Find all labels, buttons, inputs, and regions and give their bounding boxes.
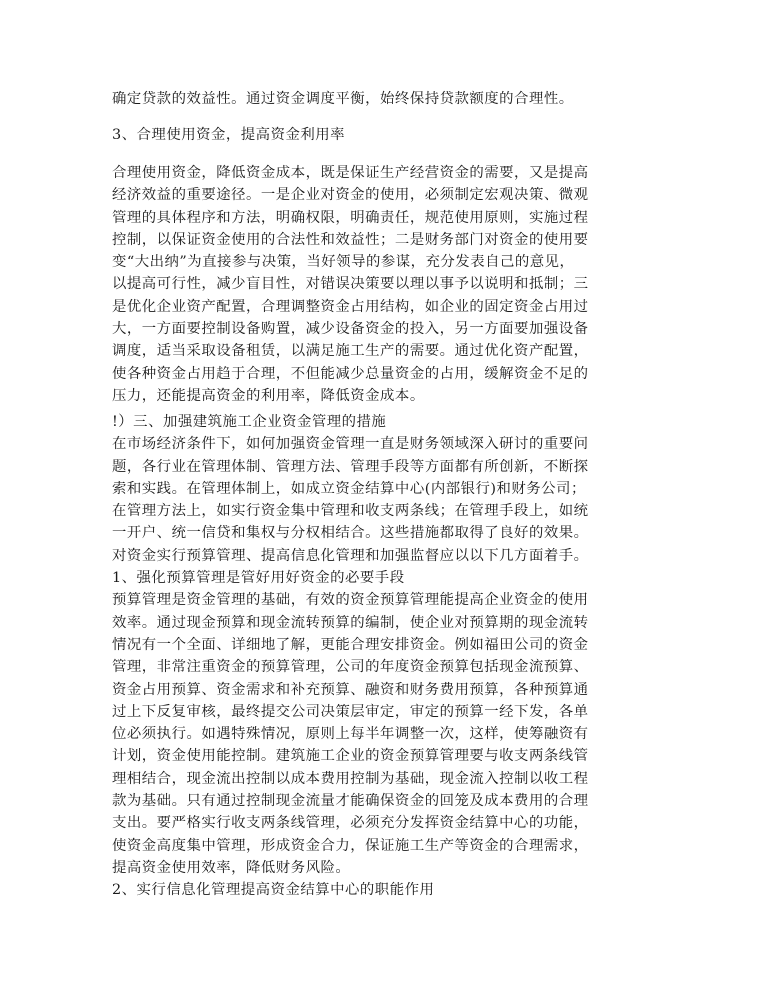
text-line: 提高资金使用效率，降低财务风险。 — [112, 859, 351, 876]
section-measures — [112, 411, 598, 902]
text-line: 管理的具体程序和方法，明确权限，明确责任，规范使用原则，实施过程 — [112, 209, 589, 226]
intro-line: 确定贷款的效益性。通过资金调度平衡，始终保持贷款额度的合理性。 — [112, 91, 574, 107]
text-line: 调度，适当采取设备租赁，以满足施工生产的需要。通过优化资产配置， — [112, 343, 589, 360]
text-line: 计划，资金使用能控制。建筑施工企业的资金预算管理要与收支两条线管 — [112, 748, 589, 765]
text-line: 合理使用资金，降低资金成本，既是保证生产经营资金的需要，又是提高 — [112, 165, 589, 181]
text-line: 索和实践。在管理体制上，如成立资金结算中心(内部银行)和财务公司； — [112, 480, 586, 497]
text-line: 使资金高度集中管理，形成资金合力，保证施工生产等资金的合理需求， — [112, 837, 589, 854]
text-line: 变“大出纳”为直接参与决策，当好领导的参谋，充分发表自己的意见， — [112, 254, 575, 271]
text-line: 使各种资金占用趋于合理，不但能减少总量资金的占用，缓解资金不足的 — [112, 365, 589, 382]
subheading-1: 1、强化预算管理是管好用好资金的必要手段 — [112, 570, 405, 587]
text-line: 题，各行业在管理体制、管理方法、管理手段等方面都有所创新，不断探 — [112, 458, 589, 475]
intro-paragraph — [112, 88, 598, 110]
heading-3: 3、合理使用资金，提高资金利用率 — [112, 127, 346, 143]
text-line: 在管理方法上，如实行资金集中管理和收支两条线；在管理手段上，如统 — [112, 503, 589, 520]
text-line: 情况有一个全面、详细地了解，更能合理安排资金。例如福田公司的资金 — [112, 636, 589, 653]
text-line: 对资金实行预算管理、提高信息化管理和加强监督应以以下几方面着手。 — [112, 547, 589, 564]
text-line: 理相结合，现金流出控制以成本费用控制为基础，现金流入控制以收工程 — [112, 770, 589, 787]
section-heading: !）三、加强建筑施工企业资金管理的措施 — [112, 414, 387, 430]
text-line: 以提高可行性，减少盲目性，对错误决策要以理以事予以说明和抵制；三 — [112, 276, 589, 293]
text-line: 管理，非常注重资金的预算管理，公司的年度资金预算包括现金流预算、 — [112, 659, 589, 676]
text-line: 控制，以保证资金使用的合法性和效益性；二是财务部门对资金的使用要 — [112, 231, 589, 248]
subheading-2: 2、实行信息化管理提高资金结算中心的职能作用 — [112, 882, 435, 899]
text-line: 过上下反复审核，最终提交公司决策层审定，审定的预算一经下发，各单 — [112, 703, 589, 720]
text-line: 位必须执行。如遇特殊情况，原则上每半年调整一次，这样，使筹融资有 — [112, 726, 589, 743]
text-line: 压力，还能提高资金的利用率，降低资金成本。 — [112, 387, 425, 404]
text-line: 款为基础。只有通过控制现金流量才能确保资金的回笼及成本费用的合理 — [112, 793, 589, 810]
text-line: 预算管理是资金管理的基础，有效的资金预算管理能提高企业资金的使用 — [112, 592, 589, 609]
text-line: 支出。要严格实行收支两条线管理，必须充分发挥资金结算中心的功能， — [112, 815, 589, 832]
text-line: 在市场经济条件下，如何加强资金管理一直是财务领域深入研讨的重要问 — [112, 436, 589, 453]
text-line: 一开户、统一信贷和集权与分权相结合。这些措施都取得了良好的效果。 — [112, 525, 589, 542]
text-line: 是优化企业资产配置，合理调整资金占用结构，如企业的固定资金占用过 — [112, 298, 589, 315]
text-line: 大，一方面要控制设备购置，减少设备资金的投入，另一方面要加强设备 — [112, 321, 589, 338]
heading-3-block — [112, 124, 598, 146]
paragraph-3 — [112, 162, 598, 407]
text-line: 效率。通过现金预算和现金流转预算的编制，使企业对预算期的现金流转 — [112, 614, 589, 631]
text-line: 经济效益的重要途径。一是企业对资金的使用，必须制定宏观决策、微观 — [112, 187, 589, 204]
text-line: 资金占用预算、资金需求和补充预算、融资和财务费用预算，各种预算通 — [112, 681, 589, 698]
